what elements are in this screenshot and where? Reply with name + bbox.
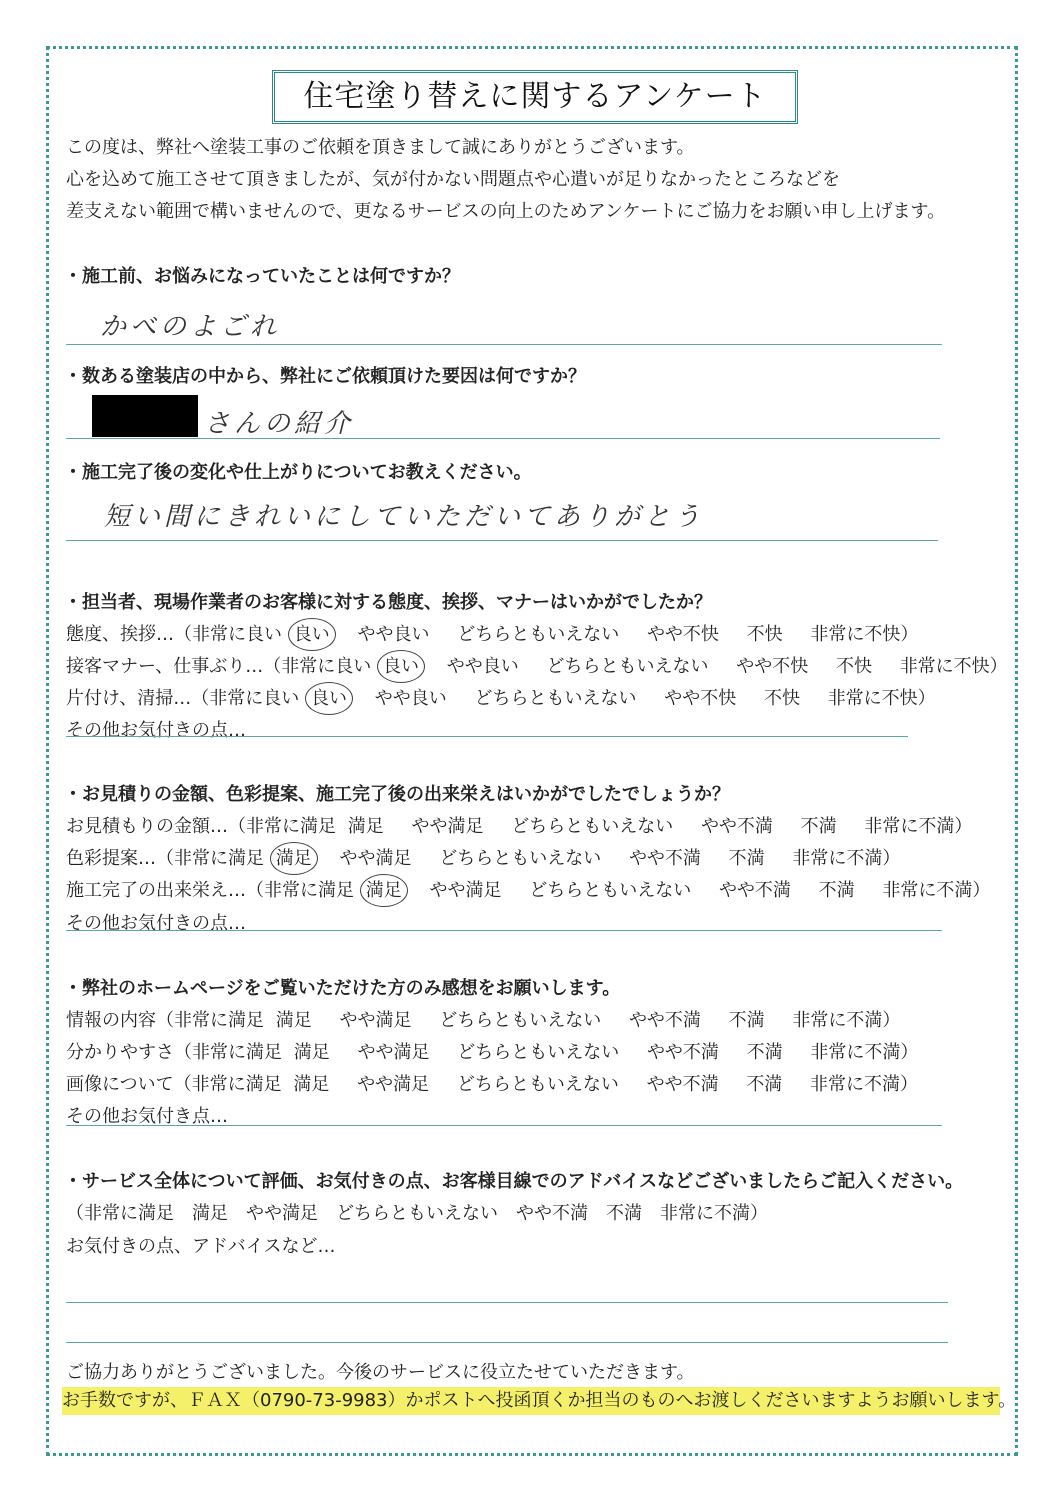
intro-text	[66, 132, 996, 228]
intro-line: この度は、弊社へ塗装工事のご依頼を頂きまして誠にありがとうございます。	[66, 137, 695, 158]
answer-line	[66, 438, 940, 439]
option[interactable]: やや良い	[357, 624, 430, 645]
rating-row	[66, 1070, 940, 1096]
answer-line	[66, 1302, 948, 1303]
option[interactable]: 不満	[818, 880, 855, 901]
title-box	[272, 70, 798, 124]
thank-you-text: ご協力ありがとうございました。今後のサービスに役立たせていただきます。	[66, 1362, 695, 1383]
question-overall-service: ・サービス全体について評価、お気付きの点、お客様目線でのアドバイスなどございましたらご記入ください。	[64, 1171, 964, 1192]
rating-label: 情報の内容（非常に満足	[66, 1010, 264, 1031]
question-homepage: ・弊社のホームページをご覧いただけた方のみ感想をお願いします。	[64, 978, 621, 999]
rating-label: 接客マナー、仕事ぶり…（非常に良い	[66, 656, 372, 677]
rating-label: 画像について（非常に満足	[66, 1074, 282, 1095]
option[interactable]: 満足	[293, 1074, 330, 1095]
answer-line	[66, 344, 942, 345]
option[interactable]: やや満足	[339, 1010, 412, 1031]
option[interactable]: 非常に不快）	[810, 624, 919, 645]
option[interactable]: 不満	[728, 848, 765, 869]
rating-row	[66, 1006, 922, 1032]
option[interactable]: どちらともいえない	[457, 624, 620, 645]
option[interactable]: やや満足	[357, 1042, 430, 1063]
question-before-work: ・施工前、お悩みになっていたことは何ですか？	[64, 266, 460, 287]
question-estimate-color-finish: ・お見積りの金額、色彩提案、施工完了後の出来栄えはいかがでしたでしょうか？	[64, 784, 730, 805]
answer-line	[66, 1125, 942, 1126]
option[interactable]: 非常に不満）	[810, 1074, 919, 1095]
answer-line	[66, 736, 908, 737]
option[interactable]: やや不満	[700, 816, 773, 837]
rating-label: 態度、挨拶…（非常に良い	[66, 624, 282, 645]
option[interactable]: やや満足	[411, 816, 484, 837]
rating-row	[66, 652, 1030, 678]
option[interactable]: 不満	[746, 1074, 783, 1095]
option[interactable]: やや満足	[429, 880, 502, 901]
question-after-work: ・施工完了後の変化や仕上がりについてお教えください。	[64, 462, 532, 483]
option[interactable]: 非常に不満）	[792, 1010, 901, 1031]
option[interactable]: どちらともいえない	[457, 1042, 620, 1063]
option[interactable]: どちらともいえない	[439, 848, 602, 869]
option[interactable]: やや不快	[664, 688, 737, 709]
option[interactable]: やや満足	[357, 1074, 430, 1095]
question-reason: ・数ある塗装店の中から、弊社にご依頼頂けた要因は何ですか？	[64, 366, 586, 387]
option[interactable]: やや不満	[718, 880, 791, 901]
option[interactable]: やや不快	[646, 624, 719, 645]
answer-line	[66, 540, 938, 541]
rating-label: 色彩提案…（非常に満足	[66, 848, 264, 869]
option[interactable]: 不快	[763, 688, 800, 709]
option[interactable]: 不満	[800, 816, 837, 837]
option[interactable]: やや良い	[374, 688, 447, 709]
other-notes-label: その他お気付き点…	[66, 1106, 228, 1127]
other-notes-label: その他お気付きの点…	[66, 720, 246, 741]
handwritten-answer-2: さんの紹介	[204, 409, 355, 439]
rating-label: 分かりやすさ（非常に満足	[66, 1042, 282, 1063]
option[interactable]: 不満	[728, 1010, 765, 1031]
option[interactable]: 満足	[293, 1042, 330, 1063]
rating-label: 片付け、清掃…（非常に良い	[66, 688, 300, 709]
answer-line	[66, 930, 942, 931]
option[interactable]: やや不満	[646, 1074, 719, 1095]
redacted-name	[92, 395, 198, 437]
handwritten-answer-1: かべのよごれ	[100, 312, 281, 342]
rating-label: お見積もりの金額…（非常に満足	[66, 816, 336, 837]
intro-line: 差支えない範囲で構いませんので、更なるサービスの向上のためアンケートにご協力をお願い申し上げます。	[66, 201, 946, 222]
option[interactable]: やや満足	[339, 848, 412, 869]
option[interactable]: 不快	[746, 624, 783, 645]
option[interactable]: どちらともいえない	[474, 688, 637, 709]
rating-label: 施工完了の出来栄え…（非常に満足	[66, 880, 354, 901]
option[interactable]: どちらともいえない	[456, 1074, 619, 1095]
option[interactable]: やや不満	[646, 1042, 719, 1063]
page-title: 住宅塗り替えに関するアンケート	[303, 79, 767, 114]
option[interactable]: 非常に不満）	[792, 848, 901, 869]
intro-line: 心を込めて施工させて頂きましたが、気が付かない問題点や心遣いが足りなかったところなどを	[66, 169, 840, 190]
option[interactable]: やや不満	[628, 848, 701, 869]
option-selected[interactable]: 良い	[311, 688, 348, 709]
option[interactable]: 満足	[347, 816, 384, 837]
option-selected[interactable]: 良い	[383, 656, 420, 677]
rating-row	[66, 1038, 940, 1064]
option-selected[interactable]: 満足	[365, 880, 402, 901]
overall-rating-scale[interactable]: （非常に満足 満足 やや満足 どちらともいえない やや不満 不満 非常に不満）	[66, 1203, 768, 1224]
rating-row	[66, 876, 1012, 902]
option[interactable]: 非常に不満）	[882, 880, 991, 901]
rating-row	[66, 812, 994, 838]
option[interactable]: やや良い	[446, 656, 519, 677]
option[interactable]: 満足	[275, 1010, 312, 1031]
rating-row	[66, 620, 940, 646]
rating-row	[66, 684, 958, 710]
option[interactable]: 非常に不満）	[864, 816, 973, 837]
option[interactable]: 非常に不快）	[827, 688, 936, 709]
option[interactable]: 非常に不快）	[899, 656, 1008, 677]
option[interactable]: 不満	[746, 1042, 783, 1063]
rating-row	[66, 844, 922, 870]
advice-label: お気付きの点、アドバイスなど…	[66, 1236, 336, 1257]
option[interactable]: やや不満	[628, 1010, 701, 1031]
question-staff-attitude: ・担当者、現場作業者のお客様に対する態度、挨拶、マナーはいかがでしたか？	[64, 592, 712, 613]
answer-line	[66, 1342, 948, 1343]
option[interactable]: どちらともいえない	[511, 816, 674, 837]
other-notes-label: その他お気付きの点…	[66, 913, 246, 934]
option[interactable]: どちらともいえない	[546, 656, 709, 677]
handwritten-answer-3: 短い間にきれいにしていただいてありがとう	[104, 502, 705, 532]
option[interactable]: どちらともいえない	[439, 1010, 602, 1031]
option-selected[interactable]: 良い	[293, 624, 330, 645]
option[interactable]: どちらともいえない	[529, 880, 692, 901]
option[interactable]: 不快	[835, 656, 872, 677]
option[interactable]: 非常に不満）	[810, 1042, 919, 1063]
fax-instruction: お手数ですが、ＦＡＸ（0790-73-9983）かポストへ投函頂くか担当のものへお渡しくださいますようお願いします。	[62, 1387, 1000, 1415]
option[interactable]: やや不快	[736, 656, 809, 677]
option-selected[interactable]: 満足	[275, 848, 312, 869]
